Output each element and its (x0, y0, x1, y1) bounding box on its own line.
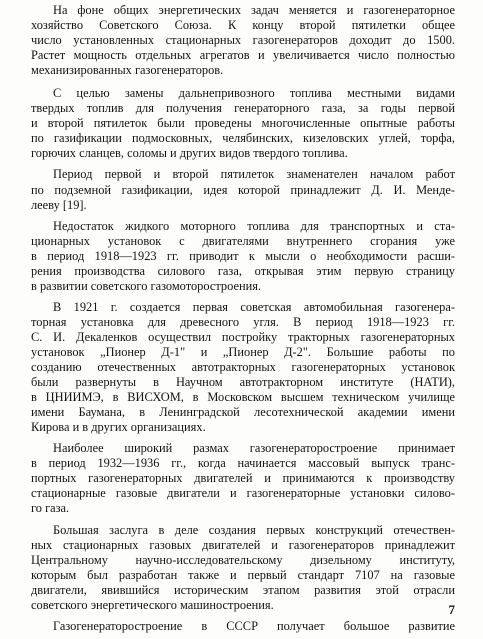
text-line: Наиболее широкий размах газогенераторостроение принимает (53, 441, 455, 456)
text-line: были развернуты в Научном автотракторном институте (НАТИ), (31, 375, 455, 390)
page-number: 7 (448, 602, 455, 617)
text-line: твердых топлив для получения генераторного газа, за годы первой (31, 101, 455, 116)
paragraph (31, 3, 455, 78)
text-line: Период первой и второй пятилеток знаменателен началом работ (53, 167, 455, 182)
paragraph (31, 167, 455, 212)
text-line: стационарные газовые двигатели и газогенераторные установки силово- (31, 486, 455, 501)
text-line: С. И. Декаленков осуществил постройку тракторных газогенераторных (31, 329, 455, 344)
paragraph (31, 619, 455, 634)
text-line: На фоне общих энергетических задач меняется и газогенераторное (53, 3, 455, 17)
paragraph (31, 300, 455, 435)
text-line: число установленных стационарных газогенераторов доходит до 1500. (31, 33, 455, 48)
text-line: в период 1932—1936 гг., когда начинается массовый выпуск транс- (31, 456, 455, 471)
text-line: горючих сланцев, соломы и других видов твердого топлива. (31, 146, 348, 161)
text-line: созданию отечественных автотракторных газогенераторных установок (31, 360, 455, 375)
text-line: Растет мощность отдельных агрегатов и увеличивается число полностью (31, 48, 455, 63)
text-line: Центральному научно-исследовательскому дизельному институту, (31, 552, 455, 567)
text-line: Большая заслуга в деле создания первых конструкций отечествен- (53, 522, 455, 537)
text-line: рения производства силового газа, открывая этим первую страницу (31, 263, 455, 278)
text-line: и второй пятилеток были проведены многочисленные опытные работы (31, 116, 455, 131)
text-line: советского энергетического машиностроения. (31, 597, 274, 612)
text-line: ных стационарных газовых двигателей и газогенераторов принадлежит (31, 537, 455, 552)
paragraph (31, 86, 455, 161)
text-line: в период 1918—1923 гг. приводит к мысли о необходимости расши- (31, 248, 455, 263)
paragraph (31, 219, 455, 294)
text-line: по газификации подмосковных, челябинских, кизеловских углей, торфа, (31, 131, 455, 146)
text-line: В 1921 г. создается первая советская автомобильная газогенера- (53, 299, 455, 314)
text-line: Газогенераторостроение в СССР получает большое развитие (53, 618, 455, 633)
text-line: в развитии советского газомоторостроения. (31, 278, 262, 293)
text-line: Кирова и в других организациях. (31, 420, 206, 435)
text-line: ционарных установок с двигателями внутреннего сгорания уже (31, 233, 455, 248)
body-text (31, 0, 455, 634)
text-line: установок „Пионер Д-1" и „Пионер Д-2". Большие работы по (31, 344, 455, 359)
text-line: по подземной газификации, идея которой принадлежит Д. И. Менде- (31, 182, 455, 197)
text-line: лееву [19]. (31, 197, 87, 212)
text-line: имени Баумана, в Ленинградской лесотехнической академии имени (31, 405, 455, 420)
text-line: портных газогенераторных двигателей и принимаются к производству (31, 471, 455, 486)
text-line: двигатели, явившийся историческим этапом развития этой отрасли (31, 582, 455, 597)
text-line: С целью замены дальнепривозного топлива местными видами (53, 86, 455, 101)
text-line: хозяйство Советского Союза. К концу второй пятилетки общее (31, 18, 455, 33)
text-line: торная установка для древесного угля. В период 1918—1923 гг. (31, 314, 455, 329)
paragraph (31, 441, 455, 516)
text-line: в ЦНИИМЭ, в ВИСХОМ, в Московском высшем техническом училище (31, 390, 455, 405)
paragraph (31, 523, 455, 613)
text-line: механизированных газогенераторов. (31, 63, 224, 78)
text-line: Недостаток жидкого моторного топлива для транспортных и ста- (53, 218, 455, 233)
text-line: которым был разработан также и первый стандарт 7107 на газовые (31, 567, 455, 582)
text-line: го газа. (31, 501, 70, 516)
